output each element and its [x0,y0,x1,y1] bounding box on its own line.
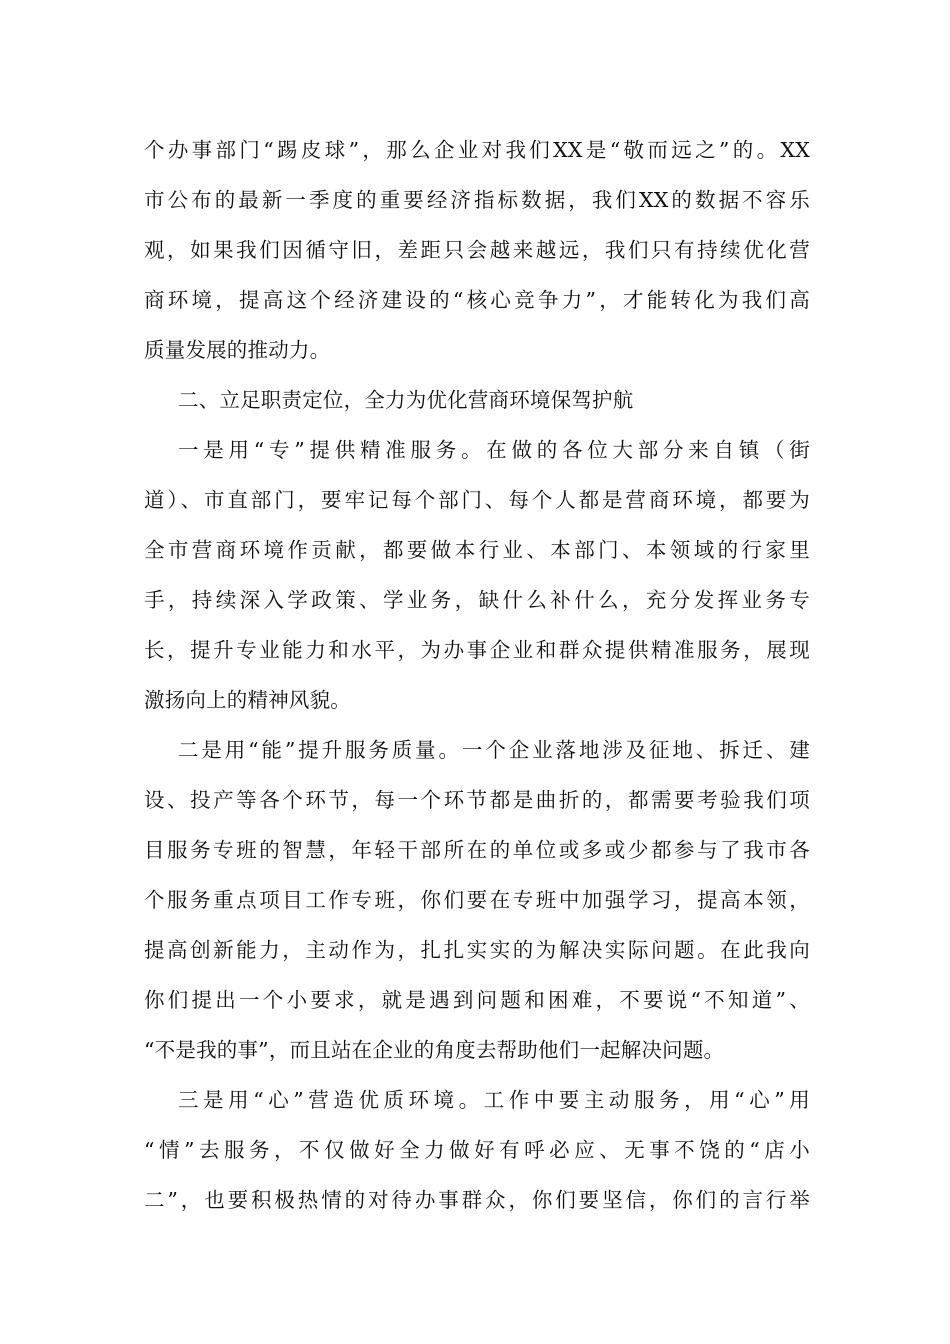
text-line: 长，提升专业能力和水平，为办事企业和群众提供精准服务，展现 [144,638,810,662]
text-line: “不是我的事”，而且站在企业的角度去帮助他们一起解决问题。 [144,1038,725,1062]
text-line: 一是用“专”提供精准服务。在做的各位大部分来自镇（街 [178,438,810,462]
paragraph-2 [144,425,810,725]
text-line: 你们提出一个小要求，就是遇到问题和困难，不要说“不知道”、 [144,988,810,1012]
text-line: 二”，也要积极热情的对待办事群众，你们要坚信，你们的言行举 [144,1188,810,1212]
text-line: 市公布的最新一季度的重要经济指标数据，我们XX的数据不容乐 [144,188,810,212]
paragraph-3 [144,725,810,1075]
text-line: 手，持续深入学政策、学业务，缺什么补什么，充分发挥业务专 [144,588,810,612]
text-line: 激扬向上的精神风貌。 [144,688,351,712]
paragraph-1 [144,125,810,375]
text-line: 二是用“能”提升服务质量。一个企业落地涉及征地、拆迁、建 [178,738,810,762]
document-body [144,125,810,1225]
heading-line: 二、立足职责定位，全力为优化营商环境保驾护航 [178,388,634,412]
text-line: 道）、市直部门，要牢记每个部门、每个人都是营商环境，都要为 [144,488,810,512]
text-line: 全市营商环境作贡献，都要做本行业、本部门、本领域的行家里 [144,538,810,562]
text-line: 质量发展的推动力。 [144,338,331,362]
text-line: 设、投产等各个环节，每一个环节都是曲折的，都需要考验我们项 [144,788,810,812]
text-line: “情”去服务，不仅做好全力做好有呼必应、无事不饶的“店小 [144,1138,810,1162]
text-line: 提高创新能力，主动作为，扎扎实实的为解决实际问题。在此我向 [144,938,810,962]
text-line: 个服务重点项目工作专班，你们要在专班中加强学习，提高本领， [144,888,810,912]
paragraph-4 [144,1075,810,1225]
text-line: 个办事部门“踢皮球”，那么企业对我们XX是“敬而远之”的。XX [144,138,810,162]
section-heading-2 [144,375,810,425]
text-line: 观，如果我们因循守旧，差距只会越来越远，我们只有持续优化营 [144,238,810,262]
text-line: 目服务专班的智慧，年轻干部所在的单位或多或少都参与了我市各 [144,838,810,862]
text-line: 商环境，提高这个经济建设的“核心竞争力”，才能转化为我们高 [144,288,810,312]
text-line: 三是用“心”营造优质环境。工作中要主动服务，用“心”用 [178,1088,810,1112]
